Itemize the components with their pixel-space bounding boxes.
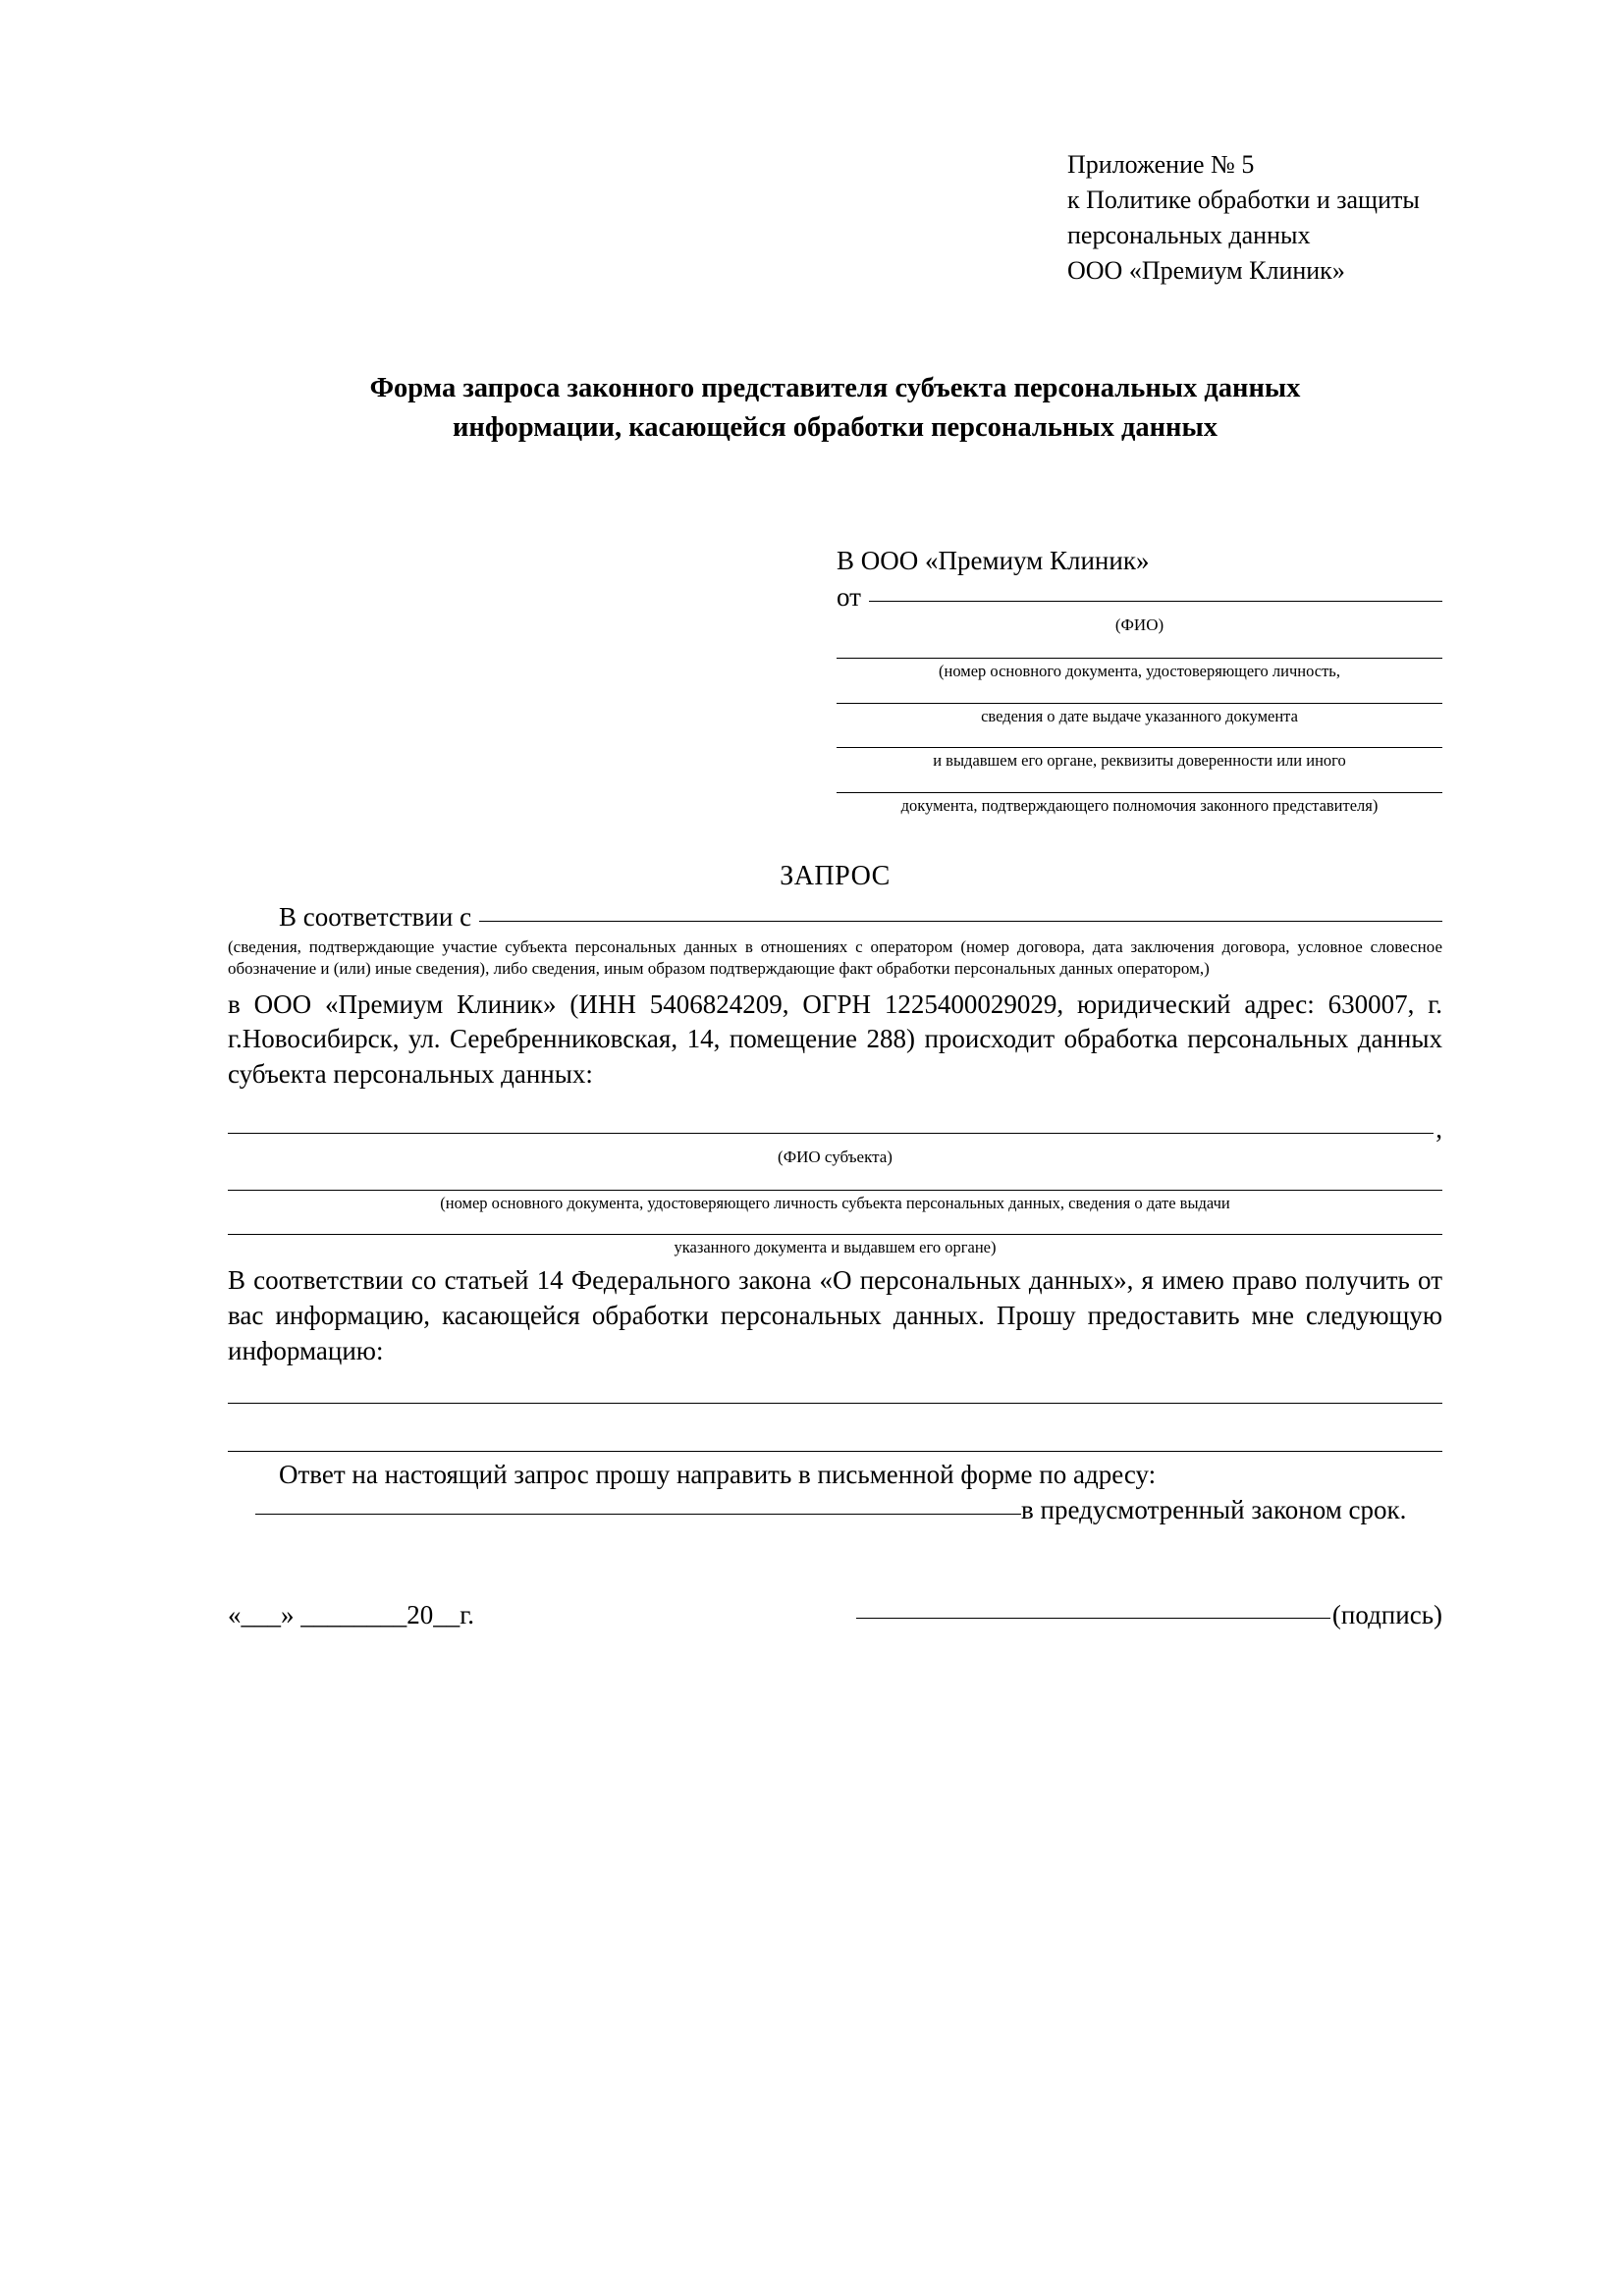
doc-input-line-3[interactable]	[837, 747, 1442, 748]
caption-doc-2: сведения о дате выдаче указанного документа	[981, 706, 1298, 725]
signature-input-line[interactable]	[856, 1618, 1330, 1619]
date-line[interactable]: «___» ________20__г.	[228, 1599, 475, 1629]
info-request-input-line-2[interactable]	[228, 1451, 1442, 1452]
caption-subject-fio: (ФИО субъекта)	[778, 1148, 893, 1167]
page-title-line-1: Форма запроса законного представителя субъекта персональных данных	[369, 372, 1301, 403]
caption-fio: (ФИО)	[1114, 615, 1164, 635]
subject-doc-input-line-2[interactable]	[228, 1234, 1442, 1235]
signature-label: (подпись)	[1331, 1599, 1442, 1629]
addressee-block	[837, 546, 1442, 816]
subject-fio-input-line[interactable]	[228, 1133, 1434, 1134]
doc-input-line-1[interactable]	[837, 658, 1442, 659]
caption-doc-4: документа, подтверждающего полномочия законного представителя)	[900, 796, 1379, 816]
answer-address-input-line[interactable]	[255, 1514, 1021, 1515]
request-note: (сведения, подтверждающие участие субъекта персональных данных в отношениях с оператором (номер договора, дата заключения договора, условное словесное обозначение и (или) иные сведения), либо сведения, иным образом подтверждающие факт обработки персональных данных оператором,)	[228, 937, 1442, 978]
signature-field	[856, 1600, 1442, 1630]
answer-tail: в предусмотренный законом срок.	[1021, 1494, 1407, 1524]
in-accordance-row	[228, 902, 1442, 933]
in-accordance-label: В соответствии с	[279, 902, 472, 933]
signature-row	[228, 1600, 1442, 1630]
doc-input-line-4[interactable]	[837, 792, 1442, 793]
page-title	[228, 369, 1442, 449]
appendix-header-line-2: к Политике обработки и защиты	[1067, 185, 1420, 214]
caption-doc-1: (номер основного документа, удостоверяющего личность,	[939, 661, 1340, 680]
law-paragraph: В соответствии со статьей 14 Федерального закона «О персональных данных», я имею право получить от вас информацию, касающейся обработки персональных данных. Прошу предоставить мне следующую информацию:	[228, 1265, 1442, 1366]
org-paragraph: в ООО «Премиум Клиник» (ИНН 5406824209, ОГРН 1225400029029, юридический адрес: 630007, г. г.Новосибирск, ул. Серебренниковская, 14, помещение 288) происходит обработка персональных данных субъекта персональных данных:	[228, 988, 1442, 1090]
subject-fio-row	[228, 1114, 1442, 1145]
doc-input-line-2[interactable]	[837, 703, 1442, 704]
appendix-header-line-1: Приложение № 5	[1067, 150, 1255, 179]
subject-doc-input-line-1[interactable]	[228, 1190, 1442, 1191]
caption-doc-3: и выдавшем его органе, реквизиты доверенности или иного	[933, 751, 1346, 771]
page-title-line-2: информации, касающейся обработки персональных данных	[453, 411, 1218, 443]
from-label: от	[837, 582, 861, 613]
info-request-input-line-1[interactable]	[228, 1403, 1442, 1404]
appendix-header-line-4: ООО «Премиум Клиник»	[1067, 255, 1345, 285]
in-accordance-input-line[interactable]	[479, 921, 1442, 922]
request-heading: ЗАПРОС	[780, 861, 891, 892]
answer-address-row	[228, 1495, 1442, 1525]
addressee-org: В ООО «Премиум Клиник»	[837, 546, 1150, 576]
from-input-line[interactable]	[869, 601, 1442, 602]
answer-paragraph: Ответ на настоящий запрос прошу направить в письменной форме по адресу:	[279, 1459, 1157, 1489]
subject-fio-comma: ,	[1435, 1114, 1442, 1145]
appendix-header	[1067, 147, 1442, 289]
appendix-header-line-3: персональных данных	[1067, 220, 1311, 249]
caption-subject-doc-2: указанного документа и выдавшем его органе)	[674, 1238, 997, 1257]
from-field-row	[837, 582, 1442, 613]
caption-subject-doc-1: (номер основного документа, удостоверяющего личность субъекта персональных данных, сведения о дате выдачи	[440, 1193, 1230, 1212]
